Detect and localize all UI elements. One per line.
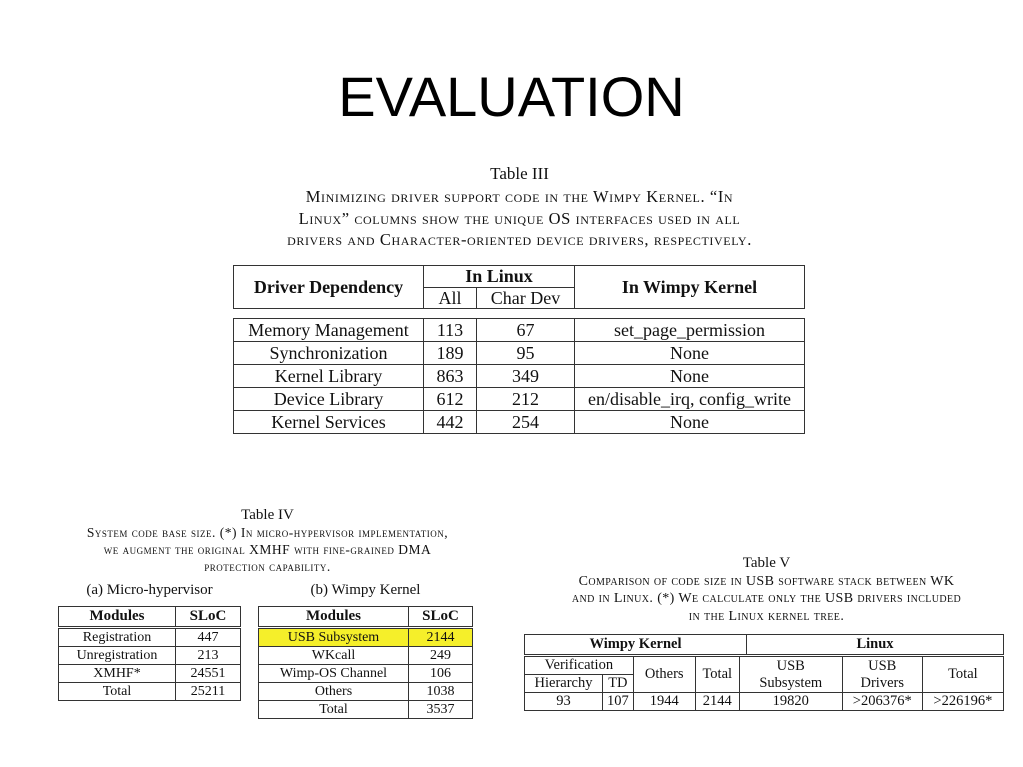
table-cell: 249 xyxy=(409,647,473,665)
header-text: Subsystem xyxy=(759,674,823,691)
table-cell: Kernel Services xyxy=(234,411,424,434)
table4b-caption: (b) Wimpy Kernel xyxy=(310,582,421,598)
table-cell: 213 xyxy=(176,647,241,665)
header-in-wimpy-kernel: In Wimpy Kernel xyxy=(575,266,805,309)
header-sloc: SLoC xyxy=(176,607,241,627)
table-cell: 95 xyxy=(477,342,575,365)
table-cell: WKcall xyxy=(259,647,409,665)
header-verification: Verification xyxy=(525,657,634,675)
table-cell: 19820 xyxy=(739,693,842,711)
table5-caption-line: in the Linux kernel tree. xyxy=(688,608,845,624)
header-modules: Modules xyxy=(59,607,176,627)
slide-title: EVALUATION xyxy=(338,65,685,128)
header-td: TD xyxy=(603,675,634,693)
table-cell: Others xyxy=(259,683,409,701)
table-cell: 107 xyxy=(603,693,634,711)
table-cell: 1944 xyxy=(633,693,695,711)
table-cell: >206376* xyxy=(842,693,922,711)
table-row xyxy=(259,701,473,719)
table3-caption-line: Minimizing driver support code in the Wimpy Kernel. “In xyxy=(305,187,734,207)
table-cell: >226196* xyxy=(922,693,1003,711)
table-cell: None xyxy=(575,411,805,434)
header-all: All xyxy=(424,288,477,309)
table3-body xyxy=(233,318,805,434)
table3-caption xyxy=(232,163,807,251)
table4b-header xyxy=(258,606,473,627)
header-wimpy-kernel: Wimpy Kernel xyxy=(525,635,747,655)
table-row xyxy=(525,693,1004,711)
table-cell: 447 xyxy=(176,629,241,647)
table-cell: 2144 xyxy=(695,693,739,711)
table-row xyxy=(234,319,805,342)
table-cell: 612 xyxy=(424,388,477,411)
header-others: Others xyxy=(633,657,695,693)
table3-number: Table III xyxy=(490,164,549,183)
table-row xyxy=(234,411,805,434)
table5-caption xyxy=(518,554,1015,625)
table-row xyxy=(259,647,473,665)
table-row xyxy=(234,342,805,365)
table-cell: 212 xyxy=(477,388,575,411)
table-cell: 349 xyxy=(477,365,575,388)
highlighted-cell: USB Subsystem xyxy=(259,629,409,647)
table-cell: Total xyxy=(259,701,409,719)
table4-caption-line: System code base size. (*) In micro-hypervisor implementation, xyxy=(86,524,449,540)
table-row xyxy=(234,365,805,388)
table4-number: Table IV xyxy=(241,507,294,523)
header-sloc: SLoC xyxy=(409,607,473,627)
table5-caption-line: and in Linux. (*) We calculate only the USB drivers included xyxy=(571,591,962,607)
header-driver-dependency: Driver Dependency xyxy=(234,266,424,309)
header-modules: Modules xyxy=(259,607,409,627)
table-row xyxy=(259,683,473,701)
table4-caption-line: protection capability. xyxy=(204,558,331,574)
table4b-body xyxy=(258,628,473,719)
table-cell: en/disable_irq, config_write xyxy=(575,388,805,411)
table-cell: Memory Management xyxy=(234,319,424,342)
table-cell: Wimp-OS Channel xyxy=(259,665,409,683)
table-cell: 24551 xyxy=(176,665,241,683)
table-cell: Kernel Library xyxy=(234,365,424,388)
table-cell: 189 xyxy=(424,342,477,365)
table4a-body xyxy=(58,628,241,701)
table-cell: XMHF* xyxy=(59,665,176,683)
table-cell: None xyxy=(575,342,805,365)
table3-header xyxy=(233,265,805,309)
header-text: Drivers xyxy=(860,674,904,691)
table3-caption-line: Linux” columns show the unique OS interfaces used in all xyxy=(298,208,741,228)
header-usb-subsystem xyxy=(739,657,842,693)
table-cell: 106 xyxy=(409,665,473,683)
header-usb-drivers xyxy=(842,657,922,693)
table5-header xyxy=(524,634,1004,655)
table-cell: 67 xyxy=(477,319,575,342)
table-cell: Synchronization xyxy=(234,342,424,365)
table-cell: Total xyxy=(59,683,176,701)
table-row xyxy=(234,388,805,411)
table-cell: set_page_permission xyxy=(575,319,805,342)
header-text: USB xyxy=(776,657,805,674)
table3-caption-line: drivers and Character-oriented device drivers, respectively. xyxy=(287,230,752,250)
table-row xyxy=(259,665,473,683)
table-cell: Device Library xyxy=(234,388,424,411)
table-cell: Registration xyxy=(59,629,176,647)
table4-caption-line: we augment the original XMHF with fine-grained DMA xyxy=(103,541,432,557)
table-cell: 442 xyxy=(424,411,477,434)
table5-body xyxy=(524,656,1004,711)
table5-number: Table V xyxy=(742,555,791,571)
table-cell: 254 xyxy=(477,411,575,434)
table-row xyxy=(59,665,241,683)
table5-caption-line: Comparison of code size in USB software stack between WK xyxy=(578,573,955,589)
table-row xyxy=(59,629,241,647)
table4a-caption: (a) Micro-hypervisor xyxy=(86,582,213,598)
table-cell: 1038 xyxy=(409,683,473,701)
table-cell: Unregistration xyxy=(59,647,176,665)
table-cell: 113 xyxy=(424,319,477,342)
table-cell: None xyxy=(575,365,805,388)
highlighted-cell: 2144 xyxy=(409,629,473,647)
header-linux-total: Total xyxy=(922,657,1003,693)
header-total: Total xyxy=(695,657,739,693)
header-text: USB xyxy=(868,657,897,674)
table-row-highlighted xyxy=(259,629,473,647)
table-row xyxy=(59,647,241,665)
table-cell: 93 xyxy=(525,693,603,711)
table4a-header xyxy=(58,606,241,627)
table-cell: 863 xyxy=(424,365,477,388)
header-char-dev: Char Dev xyxy=(477,288,575,309)
table-cell: 25211 xyxy=(176,683,241,701)
table-cell: 3537 xyxy=(409,701,473,719)
table4-caption xyxy=(10,506,525,575)
header-linux: Linux xyxy=(747,635,1004,655)
table-row xyxy=(59,683,241,701)
header-in-linux: In Linux xyxy=(424,266,575,288)
header-hierarchy: Hierarchy xyxy=(525,675,603,693)
